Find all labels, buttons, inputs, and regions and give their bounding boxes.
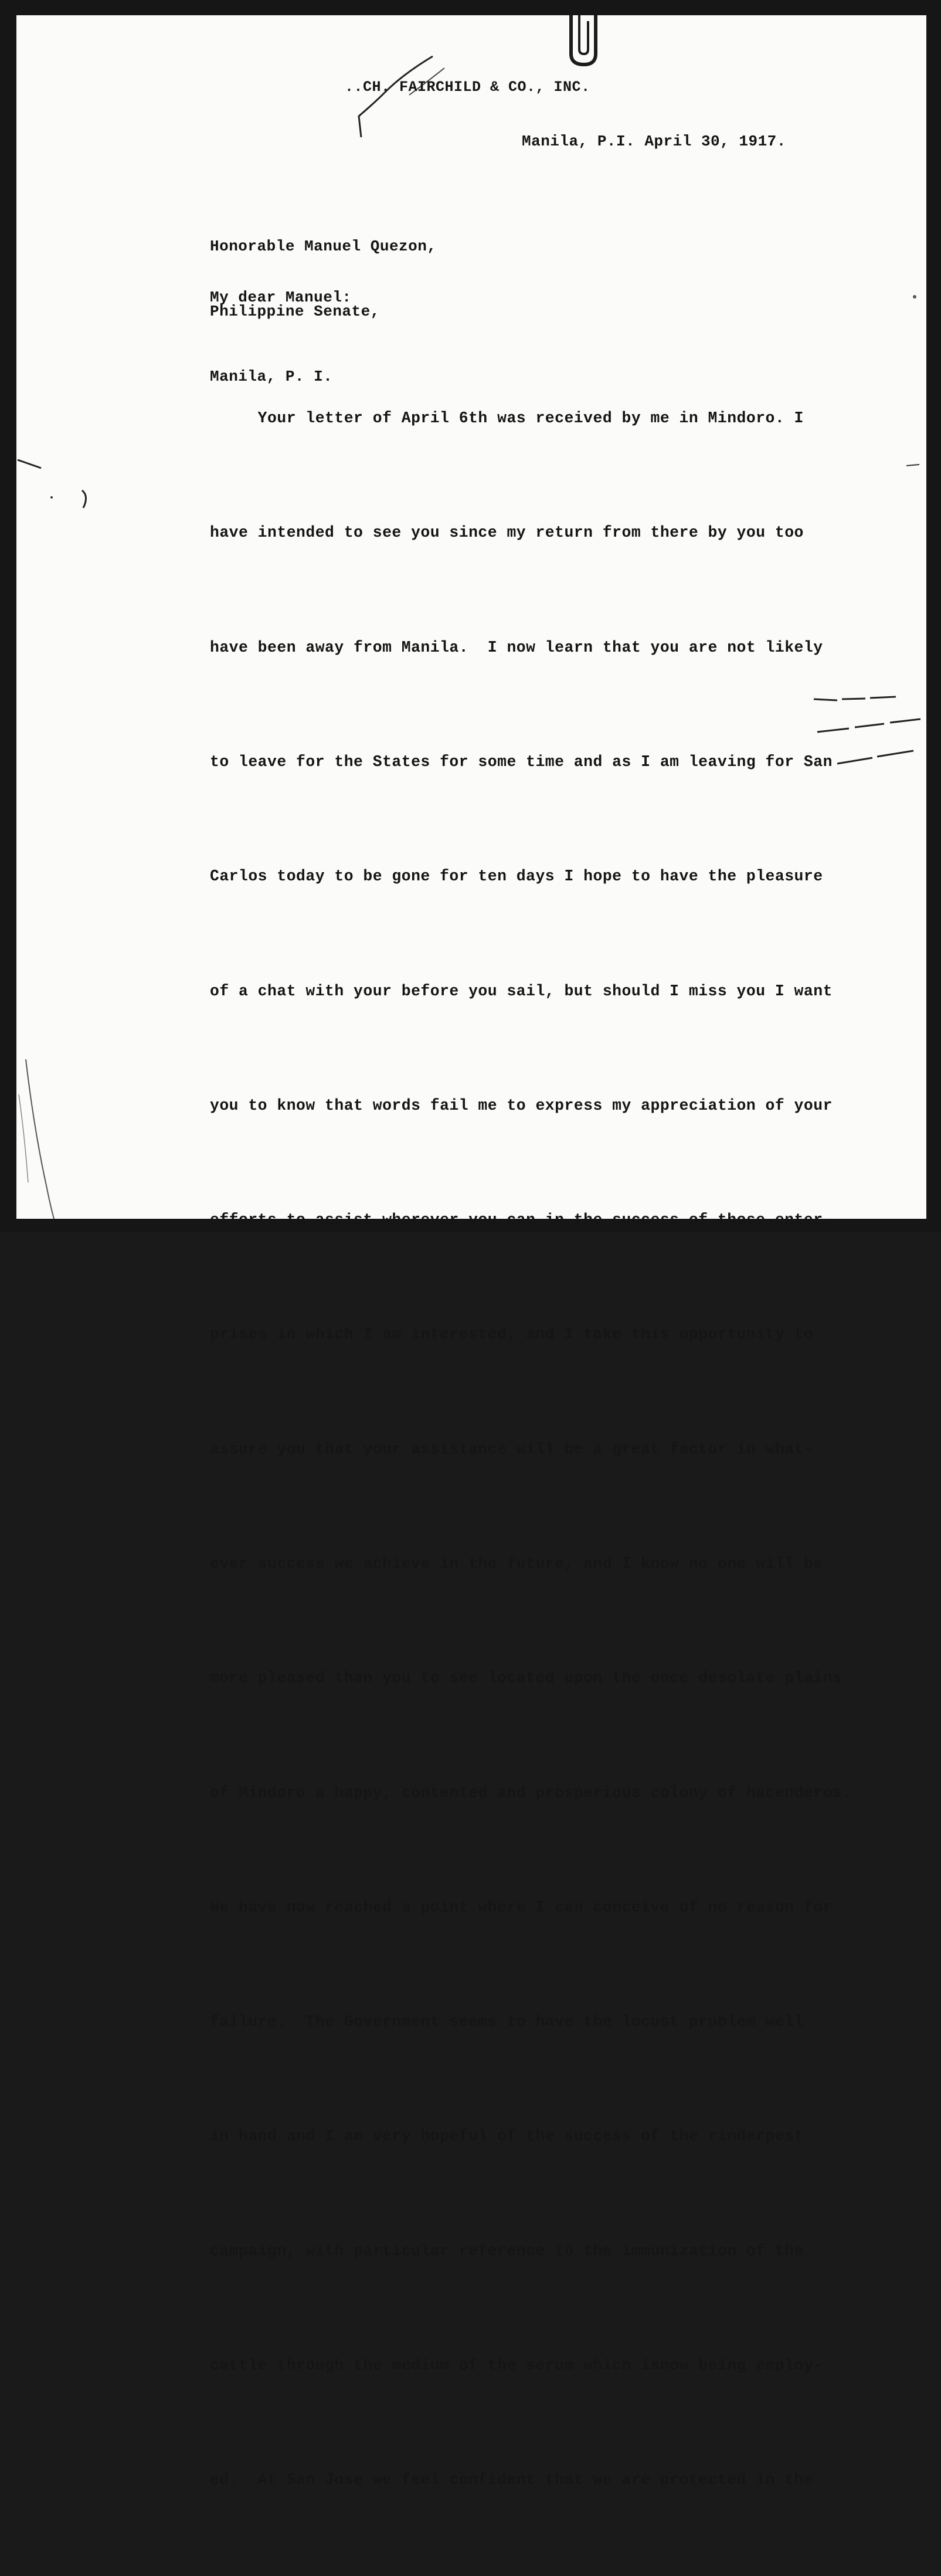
body-line: you to know that words fail me to express my appreciation of your — [210, 1096, 833, 1114]
body-line: prises in which I am interested, and I take this opportunity to — [210, 1326, 814, 1344]
lower-left-edge-mark — [16, 1059, 98, 1219]
body-line: have intended to see you since my return from there by you too — [210, 524, 804, 542]
body-line: We have now reached a point where I can conceive of no reason for — [210, 1898, 833, 1916]
body-line: more pleased than you to see located upon the once desolate plains — [210, 1669, 843, 1687]
body-line: efforts to assist wherever you can in the success of those enter- — [210, 1211, 833, 1229]
letterhead: ..CH. FAIRCHILD & CO., INC. — [345, 79, 590, 96]
recipient-organization: Philippine Senate, — [210, 303, 380, 320]
body-line: cattle through the medium of the serum which isnow being employ- — [210, 2356, 823, 2374]
letter-body — [210, 323, 852, 2576]
body-line: of Mindoro a happy, contented and prosperious colony of hacenderos. — [210, 1784, 852, 1802]
body-line: Carlos today to be gone for ten days I hope to have the pleasure — [210, 867, 823, 886]
left-edge-mark — [16, 449, 104, 520]
recipient-location: Manila, P. I. — [210, 368, 333, 385]
dateline: Manila, P.I. April 30, 1917. — [522, 133, 786, 150]
recipient-name: Honorable Manuel Quezon, — [210, 238, 437, 255]
body-line: in hand and I am very hopeful of the success of the rinderpest — [210, 2127, 804, 2145]
body-line: ever success we achieve in the future, and I know no one will be — [210, 1555, 823, 1572]
body-line: campaign, with particular reference to the immunization of the — [210, 2242, 804, 2260]
paper-clip-mark — [566, 15, 602, 69]
body-line: ed. At San Jose we feel confident that we are protected in the — [210, 2471, 814, 2489]
letter-page — [16, 15, 926, 2489]
body-line: to leave for the States for some time and as I am leaving for San — [210, 753, 833, 771]
body-line: failure. The Government seems to have the locust problem well — [210, 2013, 804, 2031]
body-line: of a chat with your before you sail, but should I miss you I want — [210, 982, 833, 1000]
body-line: have been away from Manila. I now learn that you are not likely — [210, 638, 823, 656]
salutation: My dear Manuel: — [210, 289, 352, 306]
right-edge-specks — [902, 291, 926, 490]
body-line: assure you that your assistance will be a great factor in what- — [210, 1440, 814, 1458]
body-line: Your letter of April 6th was received by me in Mindoro. I — [210, 409, 804, 428]
